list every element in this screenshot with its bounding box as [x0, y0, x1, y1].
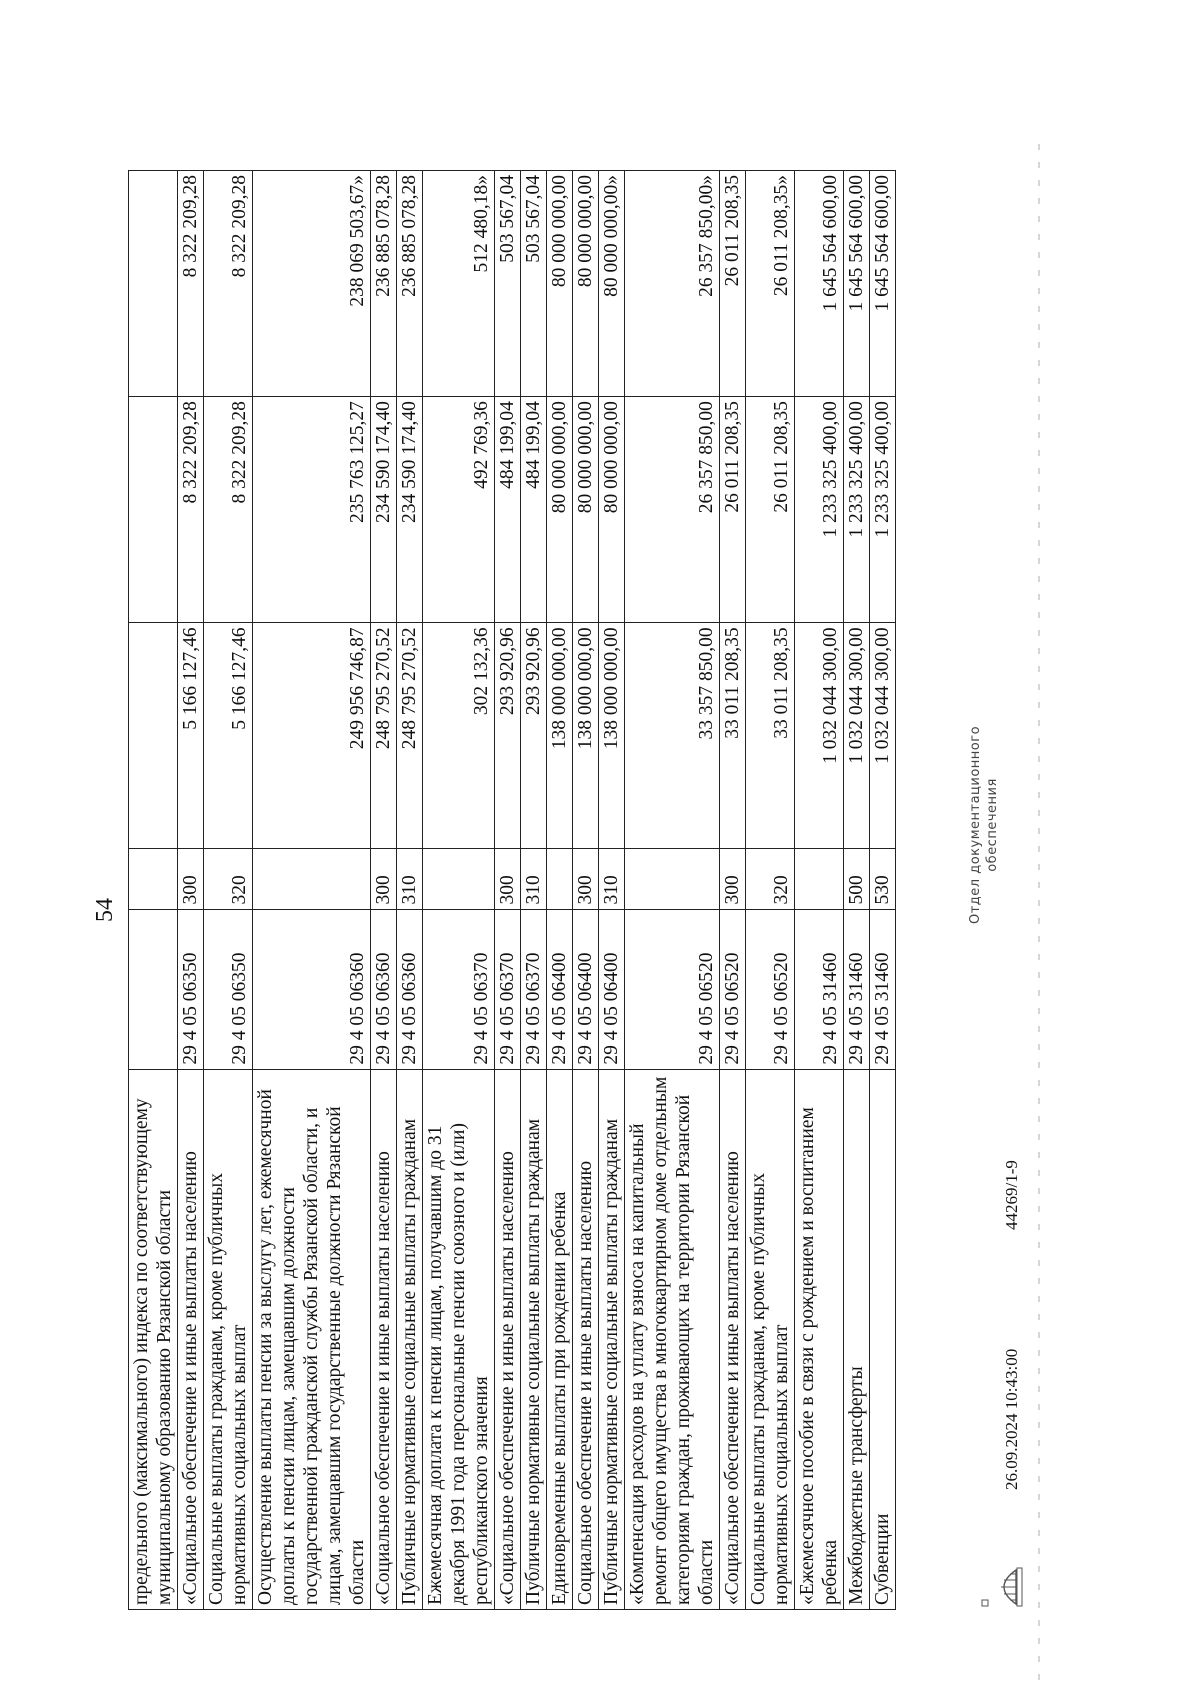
row-code-cell: 29 4 05 31460 — [844, 909, 870, 1069]
table-row — [870, 171, 896, 1610]
row-name-cell: «Социальное обеспечение и иные выплаты населению — [495, 1069, 521, 1609]
row-amount-year2-cell: 484 199,04 — [521, 397, 547, 623]
row-name-cell: Социальные выплаты гражданам, кроме публичных нормативных социальных выплат — [204, 1069, 253, 1609]
row-amount-year2-cell: 1 233 325 400,00 — [870, 397, 896, 623]
row-amount-year1-cell: 138 000 000,00 — [573, 623, 599, 849]
row-name-cell: Социальное обеспечение и иные выплаты населению — [573, 1069, 599, 1609]
row-amount-year1-cell: 1 032 044 300,00 — [870, 623, 896, 849]
table-row — [204, 171, 253, 1610]
table-row — [844, 171, 870, 1610]
row-amount-year3-cell: 503 567,04 — [521, 171, 547, 397]
row-code-cell: 29 4 05 06360 — [397, 909, 423, 1069]
row-expense-type-cell: 500 — [844, 849, 870, 909]
row-name-cell: Публичные нормативные социальные выплаты гражданам — [599, 1069, 625, 1609]
table-row — [599, 171, 625, 1610]
row-name-cell: Публичные нормативные социальные выплаты гражданам — [397, 1069, 423, 1609]
row-amount-year2-cell: 80 000 000,00 — [573, 397, 599, 623]
row-expense-type-cell: 530 — [870, 849, 896, 909]
row-code-cell: 29 4 05 31460 — [870, 909, 896, 1069]
row-amount-year1-cell: 1 032 044 300,00 — [844, 623, 870, 849]
row-amount-year2-cell — [129, 397, 178, 623]
row-code-cell: 29 4 05 06520 — [625, 909, 720, 1069]
stamp-line-2: обеспечения — [984, 778, 1000, 872]
row-expense-type-cell: 300 — [495, 849, 521, 909]
table-row — [573, 171, 599, 1610]
row-name-cell: Межбюджетные трансферты — [844, 1069, 870, 1609]
row-code-cell: 29 4 05 31460 — [795, 909, 844, 1069]
row-expense-type-cell: 300 — [178, 849, 204, 909]
row-amount-year3-cell: 236 885 078,28 — [371, 171, 397, 397]
table-row — [178, 171, 204, 1610]
row-expense-type-cell: 310 — [397, 849, 423, 909]
budget-table — [128, 170, 896, 1610]
row-expense-type-cell: 310 — [599, 849, 625, 909]
row-amount-year2-cell: 80 000 000,00 — [547, 397, 573, 623]
row-name-cell: Осуществление выплаты пенсии за выслугу лет, ежемесячной доплаты к пенсии лицам, замещавшим должности государственной гражданской службы Рязанской области, и лицам, замещавшим государственные должности Рязанской области — [253, 1069, 371, 1609]
document-page — [80, 140, 1040, 1680]
row-code-cell: 29 4 05 06400 — [573, 909, 599, 1069]
row-amount-year3-cell: 80 000 000,00 — [547, 171, 573, 397]
row-name-cell: Публичные нормативные социальные выплаты гражданам — [521, 1069, 547, 1609]
row-amount-year1-cell: 248 795 270,52 — [397, 623, 423, 849]
row-amount-year3-cell: 1 645 564 600,00 — [870, 171, 896, 397]
row-expense-type-cell: 300 — [720, 849, 746, 909]
row-amount-year3-cell: 8 322 209,28 — [204, 171, 253, 397]
row-amount-year1-cell: 248 795 270,52 — [371, 623, 397, 849]
row-amount-year2-cell: 484 199,04 — [495, 397, 521, 623]
footer-timestamp: 26.09.2024 10:43:00 — [1002, 1348, 1021, 1490]
stamp-line-1: Отдел документационного — [968, 725, 983, 925]
row-amount-year1-cell: 249 956 746,87 — [253, 623, 371, 849]
row-amount-year1-cell: 1 032 044 300,00 — [795, 623, 844, 849]
table-row — [547, 171, 573, 1610]
row-amount-year2-cell: 80 000 000,00 — [599, 397, 625, 623]
row-amount-year2-cell: 492 769,36 — [423, 397, 495, 623]
row-code-cell: 29 4 05 06350 — [178, 909, 204, 1069]
row-name-cell: Ежемесячная доплата к пенсии лицам, получавшим до 31 декабря 1991 года персональные пенсии союзного и (или) республиканского значения — [423, 1069, 495, 1609]
table-row — [795, 171, 844, 1610]
table-row — [371, 171, 397, 1610]
row-amount-year3-cell: 26 011 208,35 — [720, 171, 746, 397]
row-amount-year1-cell: 33 357 850,00 — [625, 623, 720, 849]
row-name-cell: «Ежемесячное пособие в связи с рождением и воспитанием ребенка — [795, 1069, 844, 1609]
row-name-cell: Единовременные выплаты при рождении ребенка — [547, 1069, 573, 1609]
row-expense-type-cell: 310 — [521, 849, 547, 909]
row-amount-year2-cell: 234 590 174,40 — [397, 397, 423, 623]
row-amount-year2-cell: 235 763 125,27 — [253, 397, 371, 623]
row-amount-year3-cell — [129, 171, 178, 397]
organization-logo-icon — [980, 1564, 1024, 1610]
row-amount-year3-cell: 236 885 078,28 — [397, 171, 423, 397]
table-row — [397, 171, 423, 1610]
row-name-cell: «Социальное обеспечение и иные выплаты населению — [720, 1069, 746, 1609]
table-row — [521, 171, 547, 1610]
table-row — [253, 171, 371, 1610]
row-expense-type-cell — [253, 849, 371, 909]
row-expense-type-cell: 320 — [746, 849, 795, 909]
row-amount-year2-cell: 8 322 209,28 — [204, 397, 253, 623]
footer-document-code: 44269/1-9 — [1002, 1160, 1021, 1230]
row-code-cell: 29 4 05 06360 — [371, 909, 397, 1069]
row-amount-year3-cell: 80 000 000,00 — [573, 171, 599, 397]
row-amount-year1-cell: 33 011 208,35 — [746, 623, 795, 849]
row-amount-year1-cell: 302 132,36 — [423, 623, 495, 849]
row-name-cell: предельного (максимального) индекса по соответствующему муниципальному образованию Рязанской области — [129, 1069, 178, 1609]
row-expense-type-cell — [547, 849, 573, 909]
table-row — [495, 171, 521, 1610]
row-name-cell: «Социальное обеспечение и иные выплаты населению — [371, 1069, 397, 1609]
row-amount-year3-cell: 512 480,18» — [423, 171, 495, 397]
table-row — [746, 171, 795, 1610]
row-code-cell: 29 4 05 06520 — [720, 909, 746, 1069]
row-amount-year2-cell: 26 011 208,35 — [746, 397, 795, 623]
table-row — [423, 171, 495, 1610]
row-amount-year1-cell: 5 166 127,46 — [178, 623, 204, 849]
row-code-cell: 29 4 05 06360 — [253, 909, 371, 1069]
row-expense-type-cell — [795, 849, 844, 909]
row-expense-type-cell: 320 — [204, 849, 253, 909]
row-name-cell: «Компенсация расходов на уплату взноса на капитальный ремонт общего имущества в многоквартирном доме отдельным категориям граждан, проживающих на территории Рязанской области — [625, 1069, 720, 1609]
page-footer — [964, 170, 1034, 1610]
row-amount-year3-cell: 8 322 209,28 — [178, 171, 204, 397]
table-row — [720, 171, 746, 1610]
row-amount-year2-cell: 1 233 325 400,00 — [795, 397, 844, 623]
row-amount-year2-cell: 26 011 208,35 — [720, 397, 746, 623]
row-amount-year1-cell: 293 920,96 — [521, 623, 547, 849]
row-name-cell: Социальные выплаты гражданам, кроме публичных нормативных социальных выплат — [746, 1069, 795, 1609]
row-name-cell: «Социальное обеспечение и иные выплаты населению — [178, 1069, 204, 1609]
row-code-cell: 29 4 05 06350 — [204, 909, 253, 1069]
row-amount-year3-cell: 1 645 564 600,00 — [844, 171, 870, 397]
row-amount-year2-cell: 26 357 850,00 — [625, 397, 720, 623]
row-code-cell: 29 4 05 06370 — [495, 909, 521, 1069]
row-amount-year1-cell: 138 000 000,00 — [599, 623, 625, 849]
row-expense-type-cell — [129, 849, 178, 909]
row-amount-year1-cell: 293 920,96 — [495, 623, 521, 849]
page-number: 54 — [92, 898, 118, 922]
row-amount-year2-cell: 1 233 325 400,00 — [844, 397, 870, 623]
row-expense-type-cell — [625, 849, 720, 909]
scan-artifact — [1038, 140, 1040, 1680]
row-code-cell — [129, 909, 178, 1069]
row-amount-year3-cell: 238 069 503,67» — [253, 171, 371, 397]
row-amount-year3-cell: 503 567,04 — [495, 171, 521, 397]
row-amount-year1-cell: 33 011 208,35 — [720, 623, 746, 849]
row-expense-type-cell: 300 — [371, 849, 397, 909]
row-amount-year3-cell: 26 011 208,35» — [746, 171, 795, 397]
row-name-cell: Субвенции — [870, 1069, 896, 1609]
table-row — [625, 171, 720, 1610]
row-code-cell: 29 4 05 06520 — [746, 909, 795, 1069]
row-amount-year1-cell — [129, 623, 178, 849]
budget-table-body — [129, 171, 896, 1610]
department-stamp — [968, 700, 1002, 950]
table-row — [129, 171, 178, 1610]
row-amount-year1-cell: 5 166 127,46 — [204, 623, 253, 849]
row-amount-year3-cell: 26 357 850,00» — [625, 171, 720, 397]
row-expense-type-cell — [423, 849, 495, 909]
row-amount-year2-cell: 8 322 209,28 — [178, 397, 204, 623]
row-amount-year2-cell: 234 590 174,40 — [371, 397, 397, 623]
row-code-cell: 29 4 05 06400 — [547, 909, 573, 1069]
row-code-cell: 29 4 05 06370 — [423, 909, 495, 1069]
row-expense-type-cell: 300 — [573, 849, 599, 909]
row-amount-year1-cell: 138 000 000,00 — [547, 623, 573, 849]
row-amount-year3-cell: 80 000 000,00» — [599, 171, 625, 397]
row-code-cell: 29 4 05 06400 — [599, 909, 625, 1069]
row-code-cell: 29 4 05 06370 — [521, 909, 547, 1069]
row-amount-year3-cell: 1 645 564 600,00 — [795, 171, 844, 397]
